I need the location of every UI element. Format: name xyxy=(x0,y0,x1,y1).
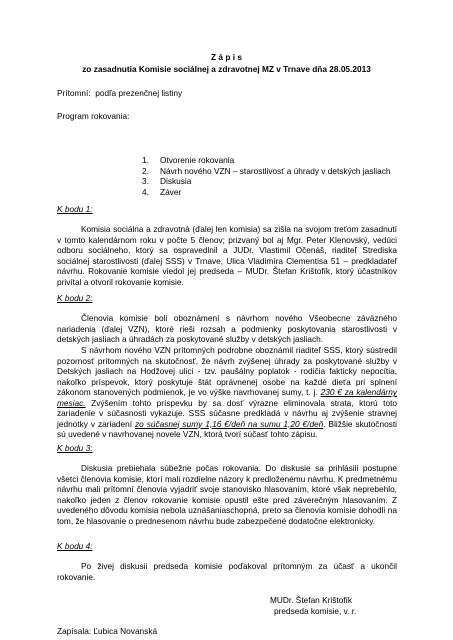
section1-heading: K bodu 1: xyxy=(57,204,93,214)
agenda-item xyxy=(142,166,390,177)
document-title: Z á p i s xyxy=(211,52,242,62)
agenda-item-text: Otvorenie rokovania xyxy=(160,155,235,165)
agenda-item-text: Diskusia xyxy=(160,176,192,186)
section3-heading: K bodu 3: xyxy=(57,443,93,453)
agenda-item-text: Návrh nového VZN – starostlivosť a úhrady v detských jasliach xyxy=(160,165,391,176)
present-label: Prítomní: xyxy=(57,88,91,98)
agenda-item xyxy=(142,187,390,198)
recorded-by: Zapísala: Ľubica Novanská xyxy=(57,626,158,636)
section4-heading: K bodu 4: xyxy=(57,541,93,551)
section2-highlight-amount: 230 € za kalendárny mesiac. xyxy=(57,387,397,408)
agenda-item xyxy=(142,176,390,187)
program-label: Program rokovania: xyxy=(57,111,130,121)
agenda-item-text: Záver xyxy=(160,186,182,197)
agenda-list xyxy=(142,155,390,197)
section2-heading: K bodu 2: xyxy=(57,293,93,303)
document-subtitle: zo zasadnutia Komisie sociálnej a zdravotnej MZ v Trnave dňa 28.05.2013 xyxy=(82,64,371,74)
section1-text: Komisia sociálna a zdravotná (ďalej len komisia) sa zišla na svojom treťom zasadnutí v tomto kalendárnom roku v počte 5 členov; prizvaný bol aj Mgr. Peter Klenovský, vedúci odboru sociálneho, ktorý sa ospravedlnil a JUDr. Vlastimil Očenáš, riaditeľ Strediska sociálnej starostlivosti (ďalej SSS) v Trnave, Ulica Vladimíra Clementisa 51 – predkladateľ návrhu. Rokovanie komisie viedol jej predseda – MUDr. Štefan Krištofík, ktorý účastníkov privítal a otvoril rokovanie komisie. xyxy=(57,224,397,287)
present-line xyxy=(57,88,182,99)
section2-paragraph-1: Členovia komisie boli oboznámení s návrhom nového Všeobecne záväzného nariadenia (ďalej VZN), ktoré rieši rozsah a podmienky poskytovania starostlivosti v detských jasliach a úhradách za poskytované služby v detských jasliach. xyxy=(57,313,397,344)
section2-paragraph-2 xyxy=(57,345,397,440)
section2-p2-text-e: . Bližšie skutočnosti sú uvedené v navrhovanej novele VZN, ktorá tvorí súčasť tohto zápisu. xyxy=(57,418,397,439)
agenda-item-number: 3. xyxy=(142,176,149,186)
signature-name: MUDr. Štefan Krištofík xyxy=(270,595,353,605)
section2-p2-text-c: Zvýšením tohto príspevku by sa dosť výrazne eliminovala strata, ktorú toto zariadenie v súčasnosti vykazuje. SSS súčasne predkladá v návrhu aj zvýšenie stravnej jednotky v zariadení xyxy=(57,397,397,429)
section2-p2-text-a: S návrhom nového VZN prítomných podrobne oboznámil riaditeľ SSS, ktorý sústredil pozornosť prítomných na skutočnosť, že návrh zvýšenej úhrady za poskytované služby v Detských jasliach na Hodžovej ulici - tzv. paušálny poplatok - rodičia fakticky nepocítia, nakoľko príspevok, ktorý poskytuje štát oprávnenej osobe na každé dieťa pri splnení zákonom stanovených podmienok, je vo výške navrhovanej sumy, t. j. xyxy=(57,345,397,397)
section3-text: Diskusia prebiehala súbežne počas rokovania. Do diskusie sa prihlásili postupne všetci členovia komisie, ktorí mali rozdielne názory k predloženému návrhu. K predmetnému návrhu mali prítomní členovia vyjadriť svoje stanovisko hlasovaním, ktoré však neprebehlo, nakoľko jeden z členov rokovanie komisie opustil ešte pred záverečným hlasovaním. Z uvedeného dôvodu komisia nebola uznášaniaschopná, preto sa členovia komisie dohodli na tom, že hlasovanie o prednesenom návrhu bude zabezpečené dodatočne elektronicky. xyxy=(57,463,397,526)
section2-highlight-meal-rate: zo súčasnej sumy 1,16 €/deň na sumu 1,20 €/deň xyxy=(135,418,324,429)
section4-text: Po živej diskusii predseda komisie poďakoval prítomným za účasť a ukončil rokovanie. xyxy=(57,561,397,582)
agenda-item xyxy=(142,155,390,166)
present-value: podľa prezenčnej listiny xyxy=(95,88,183,98)
agenda-item-number: 1. xyxy=(142,155,149,165)
agenda-item-number: 2. xyxy=(142,165,149,176)
signature-role: predseda komisie, v. r. xyxy=(274,606,357,616)
agenda-item-number: 4. xyxy=(142,186,149,197)
